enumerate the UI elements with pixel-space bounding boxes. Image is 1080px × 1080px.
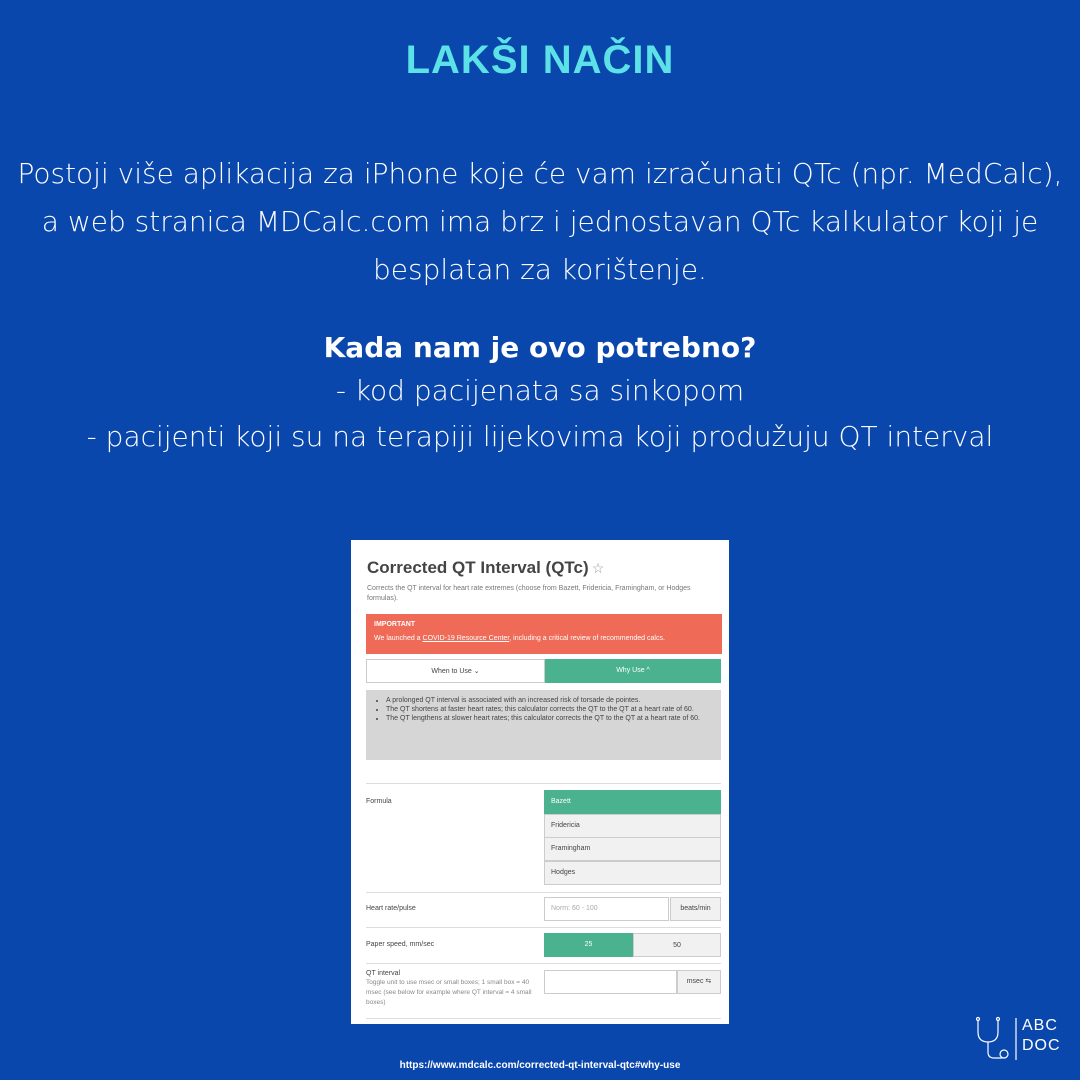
intro-line: besplatan za korištenje. [373,253,707,286]
formula-option-framingham[interactable]: Framingham [544,837,721,861]
source-url: https://www.mdcalc.com/corrected-qt-interval-qtc#why-use [399,1060,681,1071]
qt-interval-input[interactable] [544,970,677,994]
divider [366,892,721,893]
formula-option-hodges[interactable]: Hodges [544,861,721,885]
intro-text [0,150,1080,294]
covid-link[interactable]: COVID-19 Resource Center [422,635,510,642]
heart-rate-input[interactable]: Norm: 60 - 100 [544,897,669,921]
formula-label: Formula [366,798,392,805]
why-point: • The QT lengthens at slower heart rates; this calculator corrects the QT to the QT at a heart rate of 60. [386,714,721,723]
calculator-description: Corrects the QT interval for heart rate extremes (choose from Bazett, Fridericia, Framingham, or Hodges formulas). [367,585,691,602]
star-icon[interactable]: ☆ [591,560,605,576]
divider [366,783,721,784]
calculator-title-text: Corrected QT Interval (QTc) [367,558,589,577]
info-tabs [366,659,721,683]
logo-line1: ABC [1022,1017,1058,1034]
bullet-item: - pacijenti koji su na terapiji lijekovima koji produžuju QT interval [86,420,994,453]
tab-when-to-use[interactable]: When to Use ⌄ [366,659,545,683]
why-point: • A prolonged QT interval is associated with an increased risk of torsade de pointes. [386,696,721,705]
alert-message [374,635,665,642]
formula-option-fridericia[interactable]: Fridericia [544,814,721,838]
abc-doc-logo [972,1014,1062,1064]
paper-speed-label: Paper speed, mm/sec [366,941,435,948]
calculator-screenshot [351,540,729,1024]
alert-text: We launched a [374,635,423,642]
qt-interval-label: QT interval [366,970,401,977]
qt-unit-toggle[interactable]: msec ⇆ [677,970,721,994]
heart-rate-unit: beats/min [670,897,721,921]
bullet-list [0,368,1080,460]
calculator-title [367,558,604,578]
why-point: • The QT shortens at faster heart rates; this calculator corrects the QT to the QT at a heart rate of 60. [386,705,721,714]
important-alert [366,614,722,654]
bullet-item: - kod pacijenata sa sinkopom [335,374,745,407]
tab-why-use[interactable]: Why Use ^ [545,659,721,683]
why-use-panel [366,690,721,760]
paper-speed-25[interactable]: 25 [544,933,633,957]
question-heading: Kada nam je ovo potrebno? [323,331,757,364]
heart-rate-label: Heart rate/pulse [366,905,416,912]
divider [366,927,721,928]
divider [366,963,721,964]
page-title: LAKŠI NAČIN [405,38,675,82]
intro-line: Postoji više aplikacija za iPhone koje će vam izračunati QTc (npr. MedCalc), [17,157,1063,190]
logo-line2: DOC [1022,1037,1061,1054]
divider [366,1018,721,1019]
paper-speed-50[interactable]: 50 [633,933,721,957]
alert-text: , including a critical review of recommended calcs. [509,635,665,642]
formula-option-bazett[interactable]: Bazett [544,790,721,814]
qt-interval-hint: Toggle unit to use msec or small boxes; 1 small box = 40 msec (see below for example where QT interval = 4 small boxes) [366,979,532,1006]
intro-line: a web stranica MDCalc.com ima brz i jednostavan QTc kalkulator koji je [41,205,1039,238]
alert-title: IMPORTANT [374,621,416,628]
